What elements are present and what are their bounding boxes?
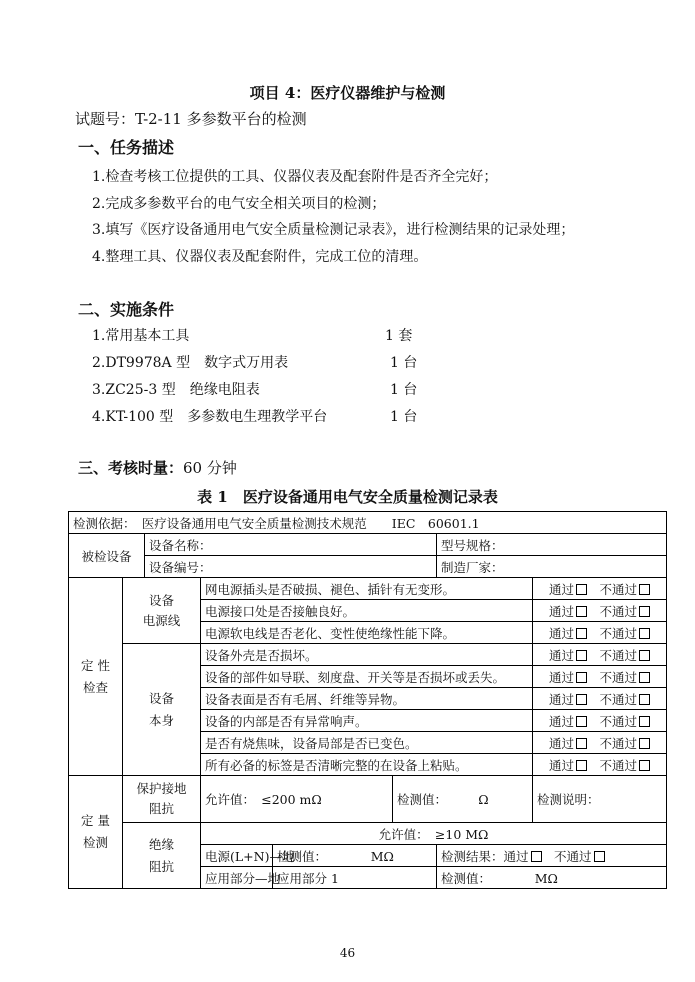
ground-impedance-label: 保护接地 阻抗	[123, 776, 201, 823]
fail-checkbox[interactable]	[639, 606, 650, 617]
pass-fail-cell[interactable]: 通过 不通过	[533, 622, 667, 644]
task-item: 3.填写《医疗设备通用电气安全质量检测记录表》，进行检测结果的记录处理；	[92, 222, 575, 238]
fail-checkbox[interactable]	[639, 584, 650, 595]
fail-checkbox[interactable]	[639, 672, 650, 683]
condition-name: 2.DT9978A 型 数字式万用表	[92, 355, 289, 371]
page-title: 项目 4：医疗仪器维护与检测	[249, 84, 446, 102]
pass-checkbox[interactable]	[576, 584, 587, 595]
condition-qty: 1 台	[390, 409, 418, 425]
inspection-record-table	[68, 511, 667, 889]
condition-qty: 1 台	[390, 355, 418, 371]
mains-measured-field[interactable]: 检测值： MΩ	[273, 845, 437, 867]
exam-duration: 60 分钟	[183, 459, 237, 477]
pass-checkbox[interactable]	[576, 606, 587, 617]
pass-checkbox[interactable]	[576, 694, 587, 705]
pass-checkbox[interactable]	[576, 716, 587, 727]
device-no-field[interactable]: 设备编号：	[145, 556, 437, 578]
device-body-label: 设备 本身	[123, 644, 201, 776]
device-name-field[interactable]: 设备名称：	[145, 534, 437, 556]
basis-row: 检测依据： 医疗设备通用电气安全质量检测技术规范 IEC 60601.1	[69, 512, 667, 534]
pass-fail-cell[interactable]: 通过 不通过	[533, 666, 667, 688]
insulation-impedance-label: 绝缘 阻抗	[123, 823, 201, 889]
condition-name: 1.常用基本工具	[92, 328, 190, 344]
condition-name: 3.ZC25-3 型 绝缘电阻表	[92, 382, 260, 398]
fail-checkbox[interactable]	[639, 760, 650, 771]
maker-field[interactable]: 制造厂家：	[437, 556, 667, 578]
task-item: 2.完成多参数平台的电气安全相关项目的检测；	[92, 196, 386, 212]
qualitative-label: 定 性 检查	[69, 578, 123, 776]
pass-fail-cell[interactable]: 通过 不通过	[533, 732, 667, 754]
quantitative-label: 定 量 检测	[69, 776, 123, 889]
section3-line	[78, 457, 237, 478]
applied-part-1-label: 应用部分 1	[273, 867, 437, 889]
check-item: 电源软电线是否老化、变性使绝缘性能下降。	[201, 622, 533, 644]
subject-line: 试题号：T-2-11 多参数平台的检测	[75, 110, 307, 128]
pass-fail-cell[interactable]: 通过 不通过	[533, 578, 667, 600]
pass-fail-cell[interactable]: 通过 不通过	[533, 688, 667, 710]
check-item: 电源接口处是否接触良好。	[201, 600, 533, 622]
check-item: 设备的内部是否有异常响声。	[201, 710, 533, 732]
check-item: 设备表面是否有毛屑、纤维等异物。	[201, 688, 533, 710]
ground-measured-field[interactable]: 检测值： Ω	[393, 776, 533, 823]
model-field[interactable]: 型号规格：	[437, 534, 667, 556]
mains-result-cell[interactable]: 检测结果：通过 不通过	[437, 845, 667, 867]
fail-checkbox[interactable]	[639, 650, 650, 661]
pass-checkbox[interactable]	[576, 760, 587, 771]
fail-checkbox[interactable]	[639, 628, 650, 639]
fail-checkbox[interactable]	[639, 738, 650, 749]
pass-fail-cell[interactable]: 通过 不通过	[533, 644, 667, 666]
ground-allowed-value: 允许值： ≤200 mΩ	[201, 776, 393, 823]
check-item: 是否有烧焦味，设备局部是否已变色。	[201, 732, 533, 754]
section1-heading: 一、任务描述	[78, 138, 175, 157]
task-item: 1.检查考核工位提供的工具、仪器仪表及配套附件是否齐全完好；	[92, 169, 498, 185]
page-number: 46	[339, 946, 356, 960]
check-item: 所有必备的标签是否清晰完整的在设备上粘贴。	[201, 754, 533, 776]
task-item: 4.整理工具、仪器仪表及配套附件，完成工位的清理。	[92, 249, 428, 265]
pass-checkbox[interactable]	[576, 650, 587, 661]
section2-heading: 二、实施条件	[78, 300, 175, 319]
applied-part-to-earth-label: 应用部分—地	[201, 867, 273, 889]
check-item: 设备外壳是否损坏。	[201, 644, 533, 666]
check-item: 网电源插头是否破损、褪色、插针有无变形。	[201, 578, 533, 600]
pass-fail-cell[interactable]: 通过 不通过	[533, 600, 667, 622]
pass-fail-cell[interactable]: 通过 不通过	[533, 710, 667, 732]
power-cord-label: 设备 电源线	[123, 578, 201, 644]
condition-name: 4.KT-100 型 多参数电生理教学平台	[92, 409, 328, 425]
section3-heading: 三、考核时量：	[78, 459, 184, 477]
pass-checkbox[interactable]	[576, 738, 587, 749]
condition-qty: 1 台	[390, 382, 418, 398]
pass-fail-cell[interactable]: 通过 不通过	[533, 754, 667, 776]
fail-checkbox[interactable]	[639, 694, 650, 705]
insulation-allowed-value: 允许值： ≥10 MΩ	[201, 823, 667, 845]
pass-checkbox[interactable]	[576, 672, 587, 683]
device-label: 被检设备	[69, 534, 145, 578]
table-caption: 表 1 医疗设备通用电气安全质量检测记录表	[197, 488, 498, 506]
fail-checkbox[interactable]	[639, 716, 650, 727]
ground-note-field[interactable]: 检测说明：	[533, 776, 667, 823]
mains-to-earth-label: 电源(L+N)—地	[201, 845, 273, 867]
check-item: 设备的部件如导联、刻度盘、开关等是否损坏或丢失。	[201, 666, 533, 688]
pass-checkbox[interactable]	[531, 851, 542, 862]
pass-checkbox[interactable]	[576, 628, 587, 639]
condition-qty: 1 套	[385, 328, 413, 344]
fail-checkbox[interactable]	[594, 851, 605, 862]
applied-part-measured-field[interactable]: 检测值： MΩ	[437, 867, 667, 889]
